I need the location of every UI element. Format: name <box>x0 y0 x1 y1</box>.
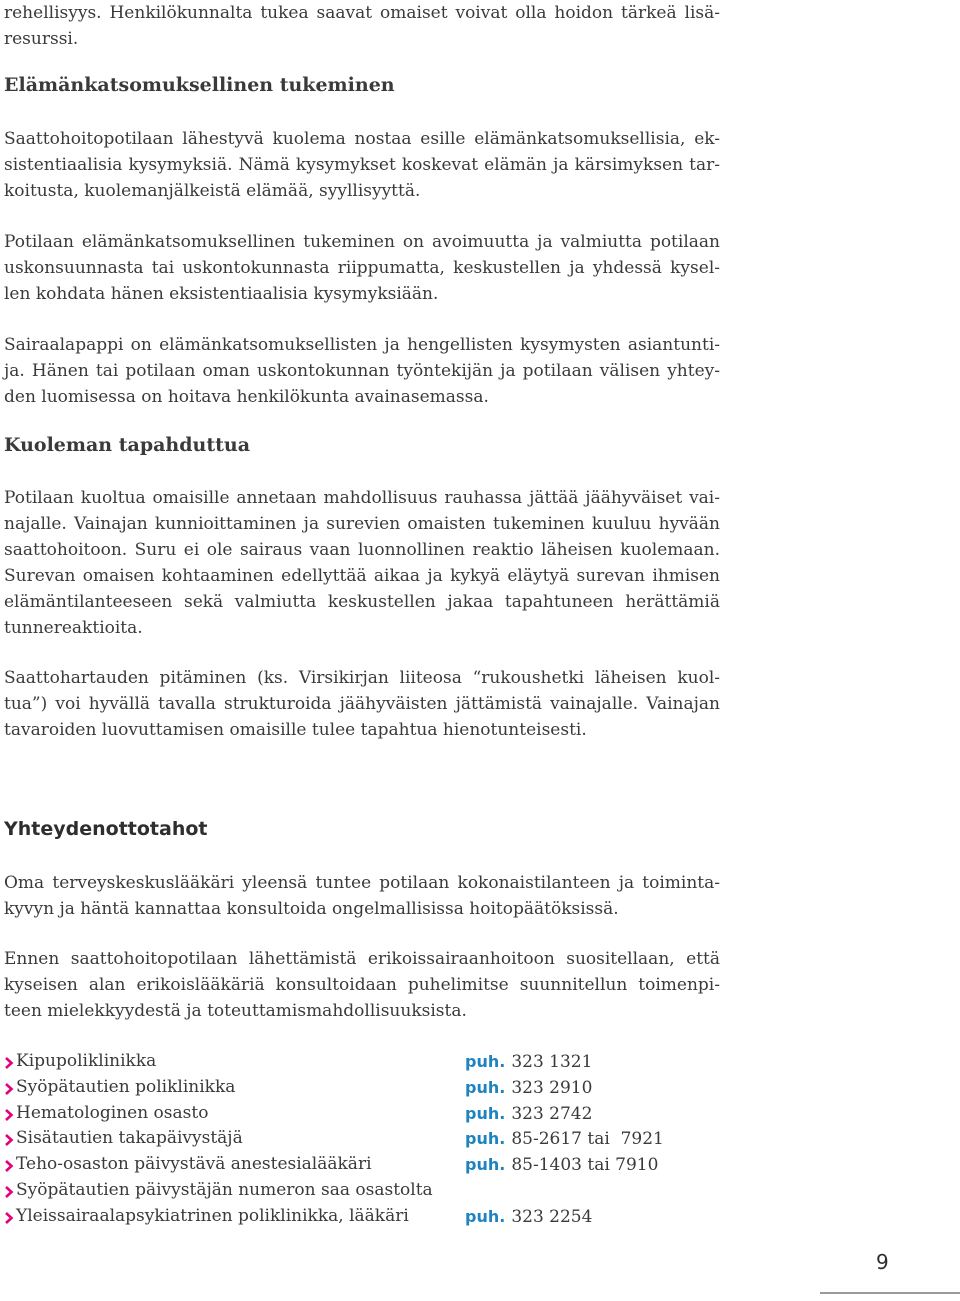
contact-phone <box>465 1152 658 1179</box>
contact-phone <box>465 1075 592 1102</box>
contact-item <box>4 1204 704 1230</box>
text-line: elämäntilanteeseen sekä valmiutta keskustellen jakaa tapahtuneen herättämiä <box>4 592 720 612</box>
text-line: Oma terveyskeskuslääkäri yleensä tuntee potilaan kokonaistilanteen ja toiminta- <box>4 873 720 893</box>
contact-name: Teho-osaston päivystävä anestesialääkäri <box>16 1154 372 1175</box>
phone-label: puh. <box>465 1129 506 1149</box>
text-line: den luomisessa on hoitava henkilökunta avainasemassa. <box>4 387 489 407</box>
text-line: kyvyn ja häntä kannattaa konsultoida ongelmallisissa hoitopäätöksissä. <box>4 899 619 919</box>
chevron-right-icon <box>4 1057 14 1069</box>
text-line: tua”) voi hyvällä tavalla strukturoida jäähyväisten jättämistä vainajalle. Vainajan <box>4 694 720 714</box>
chevron-right-icon <box>4 1109 14 1121</box>
text-line: kyseisen alan erikoislääkäriä konsultoidaan puhelimitse suunnitellun toimenpi- <box>4 975 720 995</box>
chevron-right-icon <box>4 1212 14 1224</box>
phone-number: 85-1403 tai 7910 <box>511 1155 659 1176</box>
contact-item <box>4 1101 704 1127</box>
text-line: sistentiaalisia kysymyksiä. Nämä kysymykset koskevat elämän ja kärsimyksen tar- <box>4 155 720 175</box>
text-line: Saattohartauden pitäminen (ks. Virsikirjan liiteosa “rukoushetki läheisen kuol- <box>4 668 720 688</box>
text-line: saattohoitoon. Suru ei ole sairaus vaan luonnollinen reaktio läheisen kuolemaan. <box>4 540 720 560</box>
paragraph <box>4 665 720 743</box>
text-line: resurssi. <box>4 29 79 49</box>
text-line: tavaroiden luovuttamisen omaisille tulee tapahtua hienotunteisesti. <box>4 720 587 740</box>
contact-item <box>4 1049 704 1075</box>
contact-name: Sisätautien takapäivystäjä <box>16 1128 243 1149</box>
contact-item <box>4 1126 704 1152</box>
paragraph <box>4 126 720 204</box>
section-heading-life-view: Elämänkatsomuksellinen tukeminen <box>4 74 395 96</box>
text-line: len kohdata hänen eksistentiaalisia kysymyksiään. <box>4 284 439 304</box>
contact-name: Hematologinen osasto <box>16 1102 209 1123</box>
chevron-right-icon <box>4 1083 14 1095</box>
phone-label: puh. <box>465 1103 506 1123</box>
paragraph <box>4 946 720 1024</box>
contact-name: Kipupoliklinikka <box>16 1051 157 1071</box>
contact-phone <box>465 1126 664 1153</box>
text-line: Potilaan kuoltua omaisille annetaan mahdollisuus rauhassa jättää jäähyväiset vai- <box>4 488 720 508</box>
text-line: Surevan omaisen kohtaaminen edellyttää aikaa ja kykyä eläytyä surevan ihmisen <box>4 566 720 586</box>
paragraph <box>4 870 720 922</box>
contact-phone <box>465 1101 592 1128</box>
text-line: teen mielekkyydestä ja toteuttamismahdollisuuksista. <box>4 1001 467 1021</box>
text-line: Saattohoitopotilaan lähestyvä kuolema nostaa esille elämänkatsomuksellisia, ek- <box>4 129 720 149</box>
contact-item <box>4 1152 704 1178</box>
contact-name: Syöpätautien päivystäjän numeron saa osastolta <box>16 1179 433 1200</box>
contact-phone <box>465 1204 592 1231</box>
phone-number: 323 1321 <box>511 1052 593 1072</box>
paragraph <box>4 229 720 307</box>
contact-item <box>4 1178 704 1204</box>
contact-name: Yleissairaalapsykiatrinen poliklinikka, lääkäri <box>16 1205 409 1226</box>
phone-number: 323 2742 <box>511 1103 593 1124</box>
text-line: koitusta, kuolemanjälkeistä elämää, syyllisyyttä. <box>4 181 421 201</box>
text-line: najalle. Vainajan kunnioittaminen ja surevien omaisten tukeminen kuuluu hyvään <box>4 514 720 534</box>
chevron-right-icon <box>4 1160 14 1172</box>
phone-label: puh. <box>465 1052 506 1071</box>
page-footer-line <box>820 1292 960 1294</box>
text-line: Potilaan elämänkatsomuksellinen tukeminen on avoimuutta ja valmiutta potilaan <box>4 232 720 252</box>
contact-item <box>4 1075 704 1101</box>
phone-label: puh. <box>465 1155 506 1175</box>
text-line: tunnereaktioita. <box>4 618 143 638</box>
text-line: Sairaalapappi on elämänkatsomuksellisten ja hengellisten kysymysten asiantunti- <box>4 335 720 355</box>
text-line: uskonsuunnasta tai uskontokunnasta riippumatta, keskustellen ja yhdessä kysel- <box>4 258 720 278</box>
paragraph <box>4 485 720 641</box>
contact-phone <box>465 1049 592 1076</box>
intro-paragraph <box>4 0 720 52</box>
phone-number: 85-2617 tai 7921 <box>511 1129 664 1150</box>
chevron-right-icon <box>4 1186 14 1198</box>
paragraph <box>4 332 720 410</box>
phone-number: 323 2910 <box>511 1077 593 1098</box>
contact-name: Syöpätautien poliklinikka <box>16 1076 236 1097</box>
text-line: rehellisyys. Henkilökunnalta tukea saavat omaiset voivat olla hoidon tärkeä lisä- <box>4 3 720 23</box>
section-heading-after-death: Kuoleman tapahduttua <box>4 434 251 456</box>
page-number: 9 <box>876 1250 889 1274</box>
phone-number: 323 2254 <box>511 1206 593 1227</box>
chevron-right-icon <box>4 1134 14 1146</box>
text-line: Ennen saattohoitopotilaan lähettämistä erikoissairaanhoitoon suositellaan, että <box>4 949 720 969</box>
phone-label: puh. <box>465 1206 506 1226</box>
section-heading-contacts: Yhteydenottotahot <box>4 818 208 840</box>
contact-list <box>4 1049 704 1230</box>
phone-label: puh. <box>465 1077 506 1097</box>
text-line: ja. Hänen tai potilaan oman uskontokunnan työntekijän ja potilaan välisen yhtey- <box>4 361 720 381</box>
